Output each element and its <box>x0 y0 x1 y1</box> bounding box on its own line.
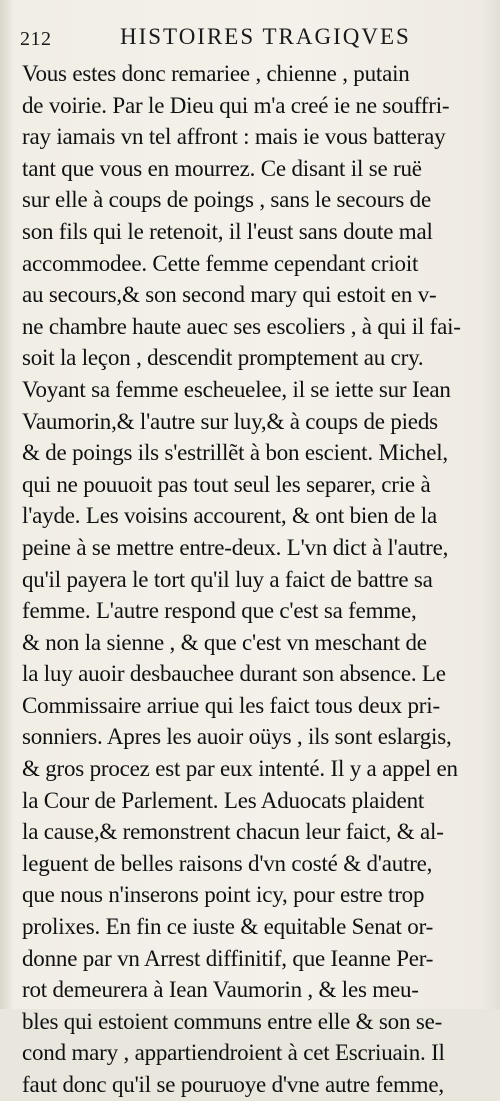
text-line: sur elle à coups de poings , sans le secours de <box>22 187 431 213</box>
text-line: qu'il payera le tort qu'il luy a faict de battre sa <box>22 566 433 592</box>
text-line: sonniers. Apres les auoir oüys , ils sont eslargis, <box>22 724 452 750</box>
text-line: accommodee. Cette femme cependant crioit <box>22 250 419 276</box>
text-line: ne chambre haute auec ses escoliers , à qui il fai- <box>22 313 461 339</box>
page-number: 212 <box>20 28 52 50</box>
text-line: la luy auoir desbauchee durant son absence. Le <box>22 661 446 687</box>
text-line: son fils qui le retenoit, il l'eust sans doute mal <box>22 218 433 244</box>
text-line: prolixes. En fin ce iuste & equitable Senat or- <box>22 914 434 940</box>
text-line: au secours,& son second mary qui estoit en v- <box>22 282 437 308</box>
text-line: la Cour de Parlement. Les Aduocats plaident <box>22 787 425 813</box>
text-line: tant que vous en mourrez. Ce disant il se ruë <box>22 155 422 181</box>
text-line: faut donc qu'il se pouruoye d'vne autre femme, <box>22 1072 444 1097</box>
text-line: donne par vn Arrest diffinitif, que Ieanne Per- <box>22 945 434 971</box>
text-line: que nous n'inserons point icy, pour estre trop <box>22 882 425 908</box>
text-line: qui ne pouuoit pas tout seul les separer, crie à <box>22 471 431 497</box>
text-line: femme. L'autre respond que c'est sa femme, <box>22 598 417 624</box>
text-line: & gros procez est par eux intenté. Il y a appel en <box>22 756 458 782</box>
text-line: Commissaire arriue qui les faict tous deux pri- <box>22 692 440 718</box>
text-line: ray iamais vn tel affront : mais ie vous batteray <box>22 124 446 150</box>
body-text <box>22 58 500 1101</box>
page-edge-shadow <box>482 0 500 1009</box>
text-line: cond mary , appartiendroient à cet Escriuain. Il <box>22 1040 445 1066</box>
text-line: Voyant sa femme escheuelee, il se iette sur Iean <box>22 376 451 402</box>
text-line: Vous estes donc remariee , chienne , putain <box>22 61 410 86</box>
text-line: leguent de belles raisons d'vn costé & d'autre, <box>22 850 433 876</box>
text-line: soit la leçon , descendit promptement au cry. <box>22 345 424 371</box>
text-line: & non la sienne , & que c'est vn meschant de <box>22 629 427 655</box>
text-line: l'ayde. Les voisins accourent, & ont bien de la <box>22 503 438 529</box>
text-line: rot demeurera à Iean Vaumorin , & les meu- <box>22 977 419 1003</box>
text-line: peine à se mettre entre-deux. L'vn dict à l'autre, <box>22 534 449 560</box>
text-line: la cause,& remonstrent chacun leur faict, & al- <box>22 819 444 845</box>
running-title: HISTOIRES TRAGIQVES <box>120 24 411 49</box>
text-line: de voirie. Par le Dieu qui m'a creé ie ne souffri- <box>22 92 450 118</box>
text-line: & de poings ils s'estrillẽt à bon escient. Michel, <box>22 440 448 466</box>
text-line: bles qui estoient communs entre elle & son se- <box>22 1008 443 1034</box>
text-line: Vaumorin,& l'autre sur luy,& à coups de pieds <box>22 408 438 434</box>
